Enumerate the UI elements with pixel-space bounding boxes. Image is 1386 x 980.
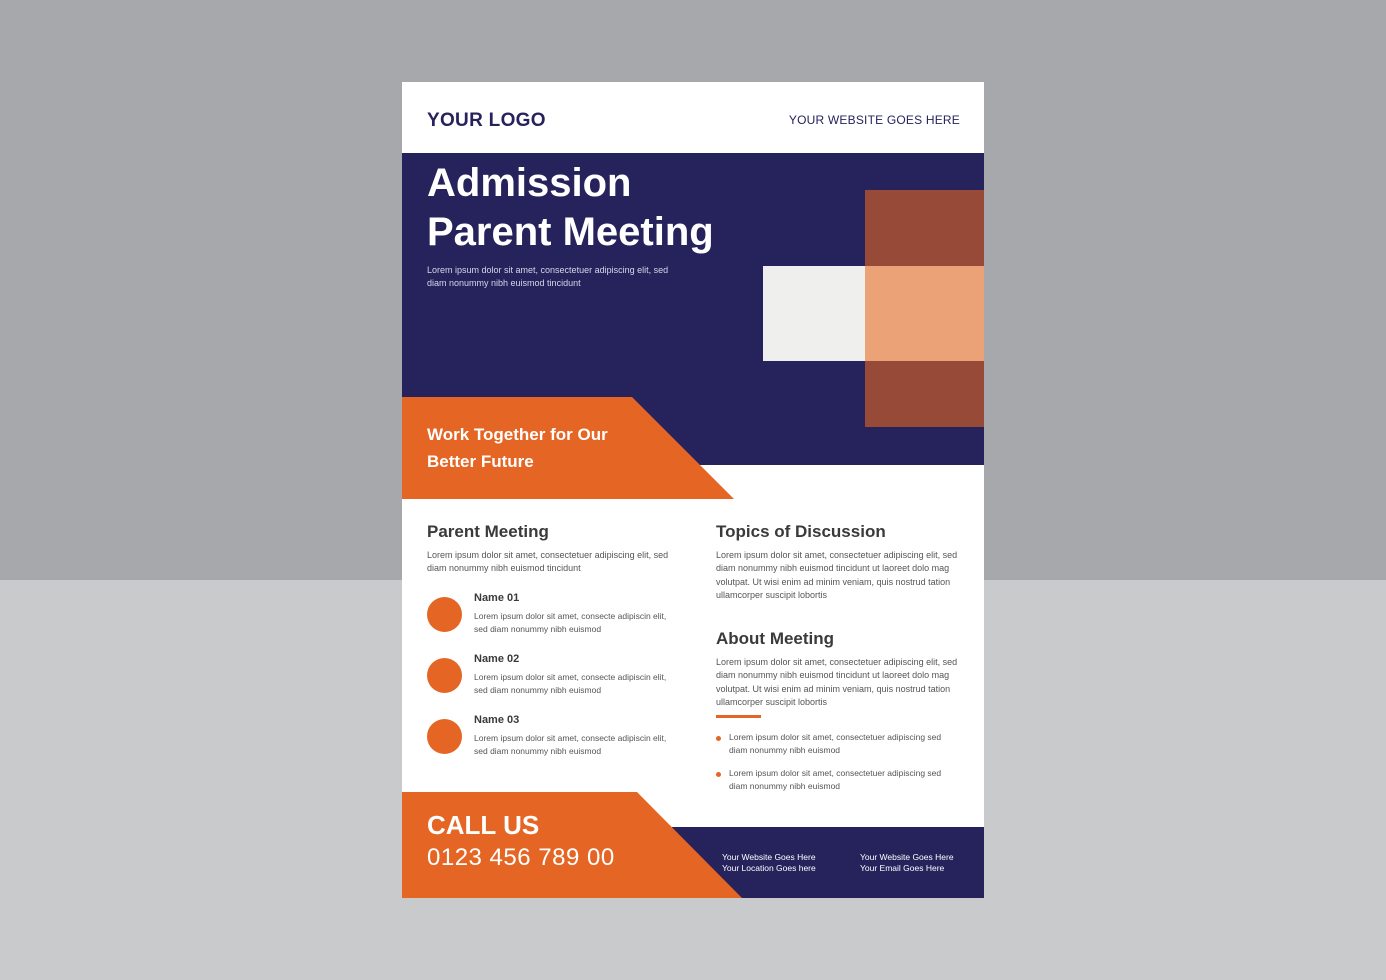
- call-us-label: CALL US: [427, 810, 540, 840]
- tagline-line2: Better Future: [427, 452, 534, 471]
- bullet-dot: [716, 772, 721, 777]
- bullet-line1: Lorem ipsum dolor sit amet, consectetuer adipiscing sed: [729, 768, 942, 778]
- topics-description: [716, 549, 978, 602]
- bullet-line2: diam nonummy nibh euismod: [729, 745, 841, 755]
- bullet-text: [729, 767, 965, 793]
- phone-number: 0123 456 789 00: [427, 844, 615, 871]
- person-name: Name 03: [474, 714, 520, 726]
- footer-contact-left: [722, 852, 816, 874]
- hero-desc-line1: Lorem ipsum dolor sit amet, consectetuer adipiscing elit, sed: [427, 265, 669, 275]
- about-line4: ullamcorper suscipit lobortis: [716, 696, 828, 707]
- person-description: [474, 671, 684, 697]
- hero-title-line1: Admission: [427, 161, 632, 205]
- accent-divider: [716, 715, 761, 718]
- flyer: [402, 82, 984, 898]
- person-name: Name 01: [474, 592, 520, 604]
- parent-meeting-desc-line1: Lorem ipsum dolor sit amet, consectetuer adipiscing elit, sed: [427, 550, 669, 560]
- person-name: Name 02: [474, 653, 520, 665]
- topics-heading: Topics of Discussion: [716, 522, 886, 541]
- topics-line2: diam nonummy nibh euismod tincidunt ut laoreet dolo mag: [716, 563, 950, 574]
- decor-block-top: [865, 190, 984, 266]
- person-desc-line1: Lorem ipsum dolor sit amet, consecte adipiscin elit,: [474, 611, 667, 621]
- decor-block-bottom: [865, 361, 984, 427]
- list-item: [427, 653, 687, 703]
- website-header: YOUR WEBSITE GOES HERE: [788, 113, 960, 127]
- bullet-text: [729, 731, 965, 757]
- person-desc-line1: Lorem ipsum dolor sit amet, consecte adipiscin elit,: [474, 733, 667, 743]
- hero-desc-line2: diam nonummy nibh euismod tincidunt: [427, 278, 581, 288]
- list-item: [427, 714, 687, 764]
- person-desc-line1: Lorem ipsum dolor sit amet, consecte adipiscin elit,: [474, 672, 667, 682]
- bullet-line1: Lorem ipsum dolor sit amet, consectetuer adipiscing sed: [729, 732, 942, 742]
- topics-line4: ullamcorper suscipit lobortis: [716, 589, 828, 600]
- person-avatar: [427, 597, 462, 632]
- footer-website: Your Website Goes Here: [722, 852, 816, 862]
- topics-line3: volutpat. Ut wisi enim ad minim veniam, quis nostrud tation: [716, 576, 951, 587]
- hero-description: [427, 264, 687, 290]
- person-avatar: [427, 658, 462, 693]
- decor-block-light: [763, 266, 865, 361]
- tagline: [427, 421, 687, 475]
- footer-location: Your Location Goes here: [722, 863, 816, 873]
- person-desc-line2: sed diam nonummy nibh euismod: [474, 746, 602, 756]
- about-line2: diam nonummy nibh euismod tincidunt ut laoreet dolo mag: [716, 670, 950, 681]
- person-description: [474, 732, 684, 758]
- topics-line1: Lorem ipsum dolor sit amet, consectetuer adipiscing elit, sed: [716, 550, 958, 560]
- footer-contact-right: [860, 852, 954, 874]
- person-desc-line2: sed diam nonummy nibh euismod: [474, 685, 602, 695]
- person-desc-line2: sed diam nonummy nibh euismod: [474, 624, 602, 634]
- about-heading: About Meeting: [716, 629, 835, 648]
- parent-meeting-description: [427, 549, 697, 576]
- footer-website-2: Your Website Goes Here: [860, 852, 954, 862]
- person-avatar: [427, 719, 462, 754]
- footer-email: Your Email Goes Here: [860, 863, 945, 873]
- logo: YOUR LOGO: [427, 110, 546, 131]
- person-description: [474, 610, 684, 636]
- about-line1: Lorem ipsum dolor sit amet, consectetuer adipiscing elit, sed: [716, 657, 958, 667]
- hero-title: [427, 159, 714, 257]
- decor-block-middle: [865, 266, 984, 361]
- about-description: [716, 656, 978, 709]
- bullet-line2: diam nonummy nibh euismod: [729, 781, 841, 791]
- parent-meeting-heading: Parent Meeting: [427, 522, 549, 541]
- list-item: [427, 592, 687, 642]
- tagline-line1: Work Together for Our: [427, 425, 608, 444]
- about-line3: volutpat. Ut wisi enim ad minim veniam, quis nostrud tation: [716, 683, 951, 694]
- bullet-dot: [716, 736, 721, 741]
- hero-title-line2: Parent Meeting: [427, 210, 714, 254]
- parent-meeting-desc-line2: diam nonummy nibh euismod tincidunt: [427, 563, 581, 574]
